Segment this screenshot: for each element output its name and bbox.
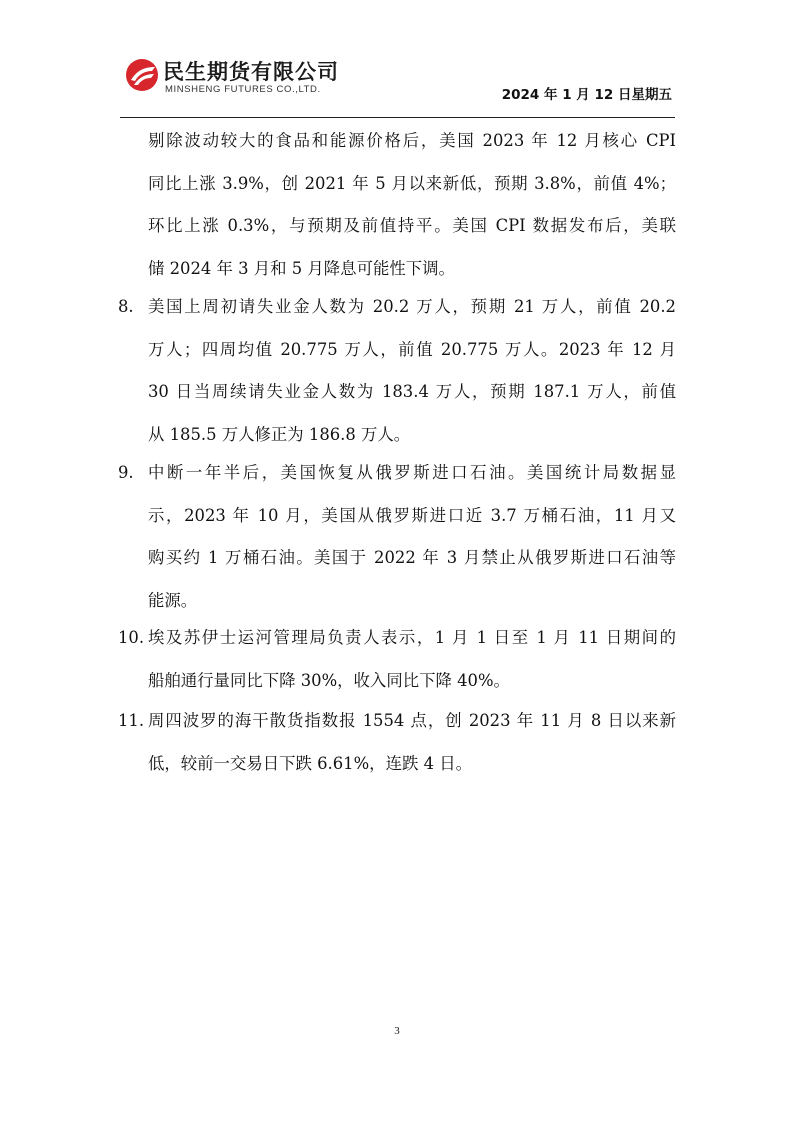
text-line: 船舶通行量同比下降 30%，收入同比下降 40%。	[148, 670, 510, 690]
text-line: 剔除波动较大的食品和能源价格后，美国 2023 年 12 月核心 CPI	[148, 131, 676, 150]
list-item-text	[148, 286, 676, 456]
page-header	[0, 0, 794, 120]
text-line: 30 日当周续请失业金人数为 183.4 万人，预期 187.1 万人，前值	[148, 382, 676, 401]
text-line: 购买约 1 万桶石油。美国于 2022 年 3 月禁止从俄罗斯进口石油等	[148, 548, 676, 567]
text-line: 低，较前一交易日下跌 6.61%，连跌 4 日。	[148, 753, 472, 773]
report-date: 2024 年 1 月 12 日星期五	[501, 87, 672, 103]
text-line: 万人；四周均值 20.775 万人，前值 20.775 万人。2023 年 12 月	[148, 339, 676, 359]
text-line: 美国上周初请失业金人数为 20.2 万人，预期 21 万人，前值 20.2	[148, 297, 676, 316]
text-line: 储 2024 年 3 月和 5 月降息可能性下调。	[148, 258, 455, 278]
list-item-text	[148, 700, 676, 785]
page-number: 3	[394, 1025, 400, 1037]
text-line: 环比上涨 0.3%，与预期及前值持平。美国 CPI 数据发布后，美联	[148, 216, 676, 235]
header-divider	[120, 117, 675, 118]
list-item-number: 9.	[118, 463, 134, 482]
logo-chinese-name: 民生期货有限公司	[163, 60, 339, 84]
text-line: 示，2023 年 10 月，美国从俄罗斯进口近 3.7 万桶石油，11 月又	[148, 505, 676, 525]
company-logo	[125, 56, 425, 100]
continued-paragraph	[148, 120, 676, 290]
list-item-text	[148, 452, 676, 622]
list-item-number: 10.	[118, 628, 145, 647]
company-logo-icon	[125, 58, 159, 92]
list-item-number: 11.	[118, 711, 145, 730]
text-line: 中断一年半后，美国恢复从俄罗斯进口石油。美国统计局数据显	[148, 463, 676, 482]
logo-english-name: MINSHENG FUTURES CO.,LTD.	[165, 84, 321, 95]
list-item-number: 8.	[118, 297, 134, 316]
text-line: 同比上涨 3.9%，创 2021 年 5 月以来新低，预期 3.8%，前值 4%；	[148, 173, 676, 193]
text-line: 从 185.5 万人修正为 186.8 万人。	[148, 424, 411, 444]
text-line: 周四波罗的海干散货指数报 1554 点，创 2023 年 11 月 8 日以来新	[148, 711, 676, 730]
text-line: 埃及苏伊士运河管理局负责人表示，1 月 1 日至 1 月 11 日期间的	[148, 628, 676, 647]
text-line: 能源。	[148, 590, 198, 610]
list-item-text	[148, 617, 676, 702]
